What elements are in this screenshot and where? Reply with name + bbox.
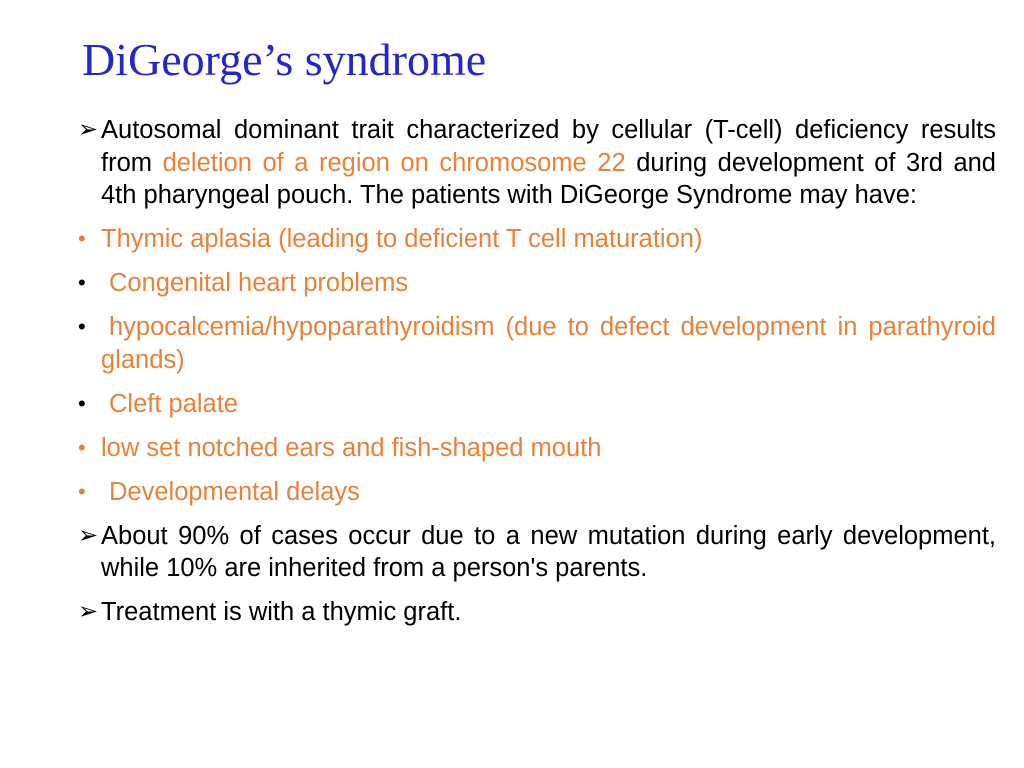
- feature-text: Cleft palate: [109, 389, 238, 418]
- note-paragraph: [78, 520, 996, 585]
- arrow-bullet-icon: ➢: [78, 521, 99, 549]
- arrow-bullet-icon: ➢: [78, 598, 99, 625]
- note-paragraph: [78, 596, 996, 629]
- arrow-bullet-icon: ➢: [78, 116, 99, 143]
- intro-text-before: Autosomal dominant trait characterized by cellular (T-cell) deficiency results from: [101, 116, 996, 177]
- feature-item: [78, 388, 996, 421]
- feature-item: [78, 432, 996, 465]
- slide-title: DiGeorge’s syndrome: [82, 34, 487, 85]
- feature-text: low set notched ears and fish-shaped mouth: [101, 433, 602, 462]
- intro-paragraph: [78, 114, 996, 212]
- intro-text-after: during development of 3rd and 4th pharyngeal pouch. The patients with DiGeorge Syndrome may have:: [101, 148, 996, 209]
- feature-text: hypocalcemia/hypoparathyroidism (due to defect development in parathyroid glands): [101, 313, 996, 374]
- intro-highlight: deletion of a region on chromosome 22: [162, 148, 626, 177]
- feature-text: Developmental delays: [109, 477, 360, 506]
- note-text: About 90% of cases occur due to a new mutation during early development, while 10% are inherited from a person's parents.: [101, 521, 996, 582]
- feature-text: Congenital heart problems: [109, 269, 409, 297]
- feature-item: [78, 267, 996, 300]
- feature-item: [78, 476, 996, 509]
- bullet-dot-icon: •: [78, 434, 86, 460]
- bullet-dot-icon: •: [78, 478, 86, 504]
- slide-content: [78, 114, 996, 640]
- feature-text: Thymic aplasia (leading to deficient T cell maturation): [101, 225, 703, 253]
- feature-item: [78, 223, 996, 256]
- feature-item: [78, 311, 996, 376]
- bullet-dot-icon: •: [78, 226, 86, 251]
- bullet-dot-icon: •: [78, 390, 86, 416]
- bullet-dot-icon: •: [78, 314, 86, 339]
- bullet-dot-icon: •: [78, 270, 86, 295]
- note-text: Treatment is with a thymic graft.: [101, 598, 462, 626]
